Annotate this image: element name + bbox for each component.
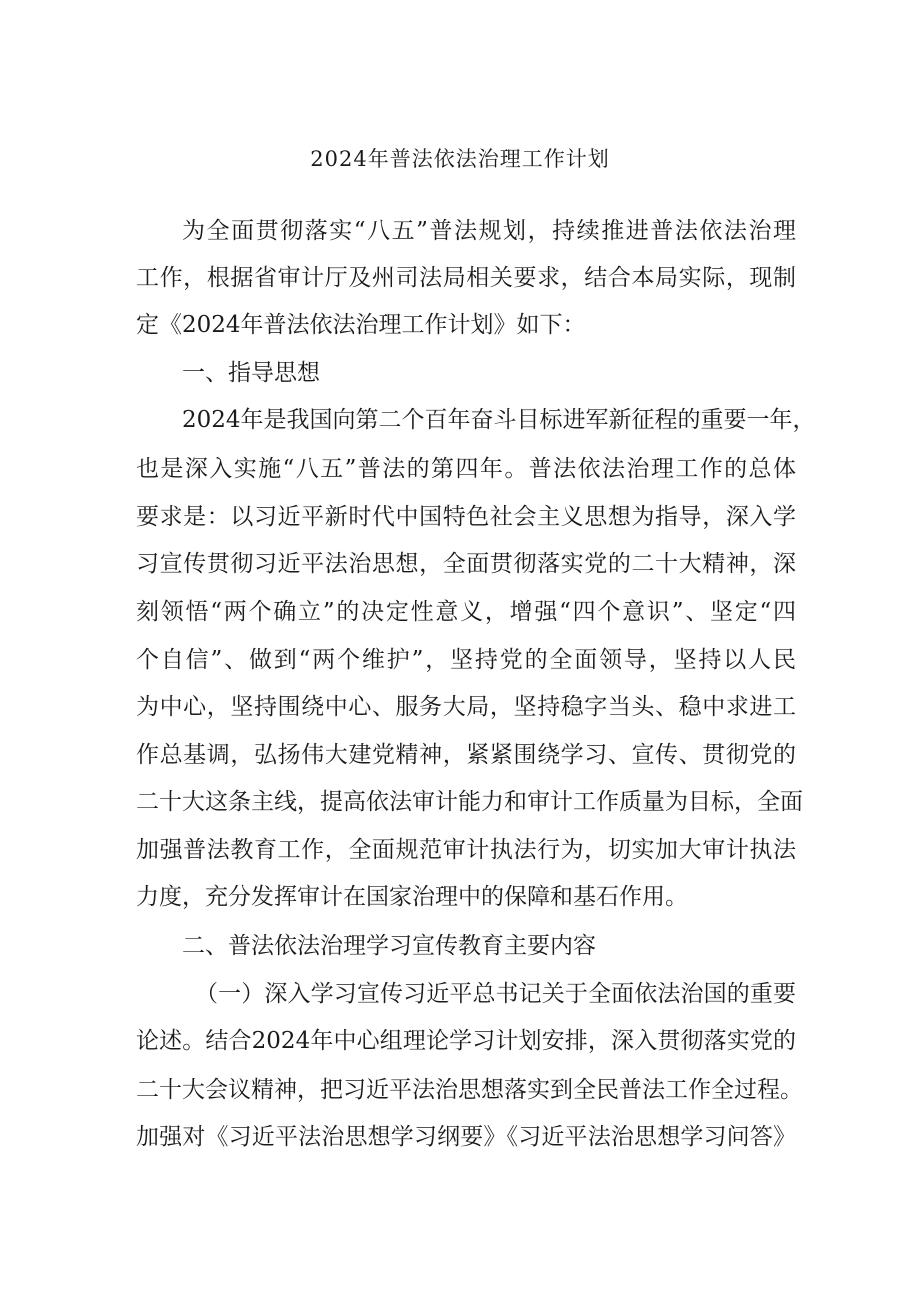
section-heading: 二、普法依法治理学习宣传教育主要内容	[182, 933, 596, 959]
paragraph-line: （一）深入学习宣传习近平总书记关于全面依法治国的重要	[195, 981, 796, 1007]
paragraph-line: 为全面贯彻落实“八五”普法规划，持续推进普法依法治理	[182, 218, 796, 244]
paragraph-line: 工作，根据省审计厅及州司法局相关要求，结合本局实际，现制	[136, 265, 796, 291]
paragraph-line: 论述。结合2024年中心组理论学习计划安排，深入贯彻落实党的	[136, 1028, 796, 1054]
paragraph-line: 作总基调，弘扬伟大建党精神，紧紧围绕学习、宣传、贯彻党的	[136, 742, 796, 768]
paragraph-line: 定《2024年普法依法治理工作计划》如下：	[136, 312, 586, 338]
section-heading: 一、指导思想	[182, 360, 320, 386]
paragraph-line: 加强普法教育工作，全面规范审计执法行为，切实加大审计执法	[136, 837, 796, 863]
paragraph-line: 个自信”、做到“两个维护”，坚持党的全面领导，坚持以人民	[136, 647, 796, 673]
paragraph-line: 为中心，坚持围绕中心、服务大局，坚持稳字当头、稳中求进工	[136, 694, 796, 720]
paragraph-line: 刻领悟“两个确立”的决定性意义，增强“四个意识”、坚定“四	[136, 599, 796, 625]
paragraph-line: 要求是：以习近平新时代中国特色社会主义思想为指导，深入学	[136, 504, 796, 530]
paragraph-line: 也是深入实施“八五”普法的第四年。普法依法治理工作的总体	[136, 456, 796, 482]
paragraph-line: 二十大这条主线，提高依法审计能力和审计工作质量为目标，全面	[136, 789, 803, 815]
paragraph-line: 力度，充分发挥审计在国家治理中的保障和基石作用。	[136, 884, 688, 910]
paragraph-line: 二十大会议精神，把习近平法治思想落实到全民普法工作全过程。	[136, 1077, 803, 1103]
paragraph-line: 习宣传贯彻习近平法治思想，全面贯彻落实党的二十大精神，深	[136, 551, 796, 577]
page-title: 2024年普法依法治理工作计划	[310, 147, 610, 171]
paragraph-line: 加强对《习近平法治思想学习纲要》《习近平法治思想学习问答》	[136, 1124, 796, 1150]
paragraph-line: 2024年是我国向第二个百年奋斗目标进军新征程的重要一年，	[182, 407, 816, 433]
